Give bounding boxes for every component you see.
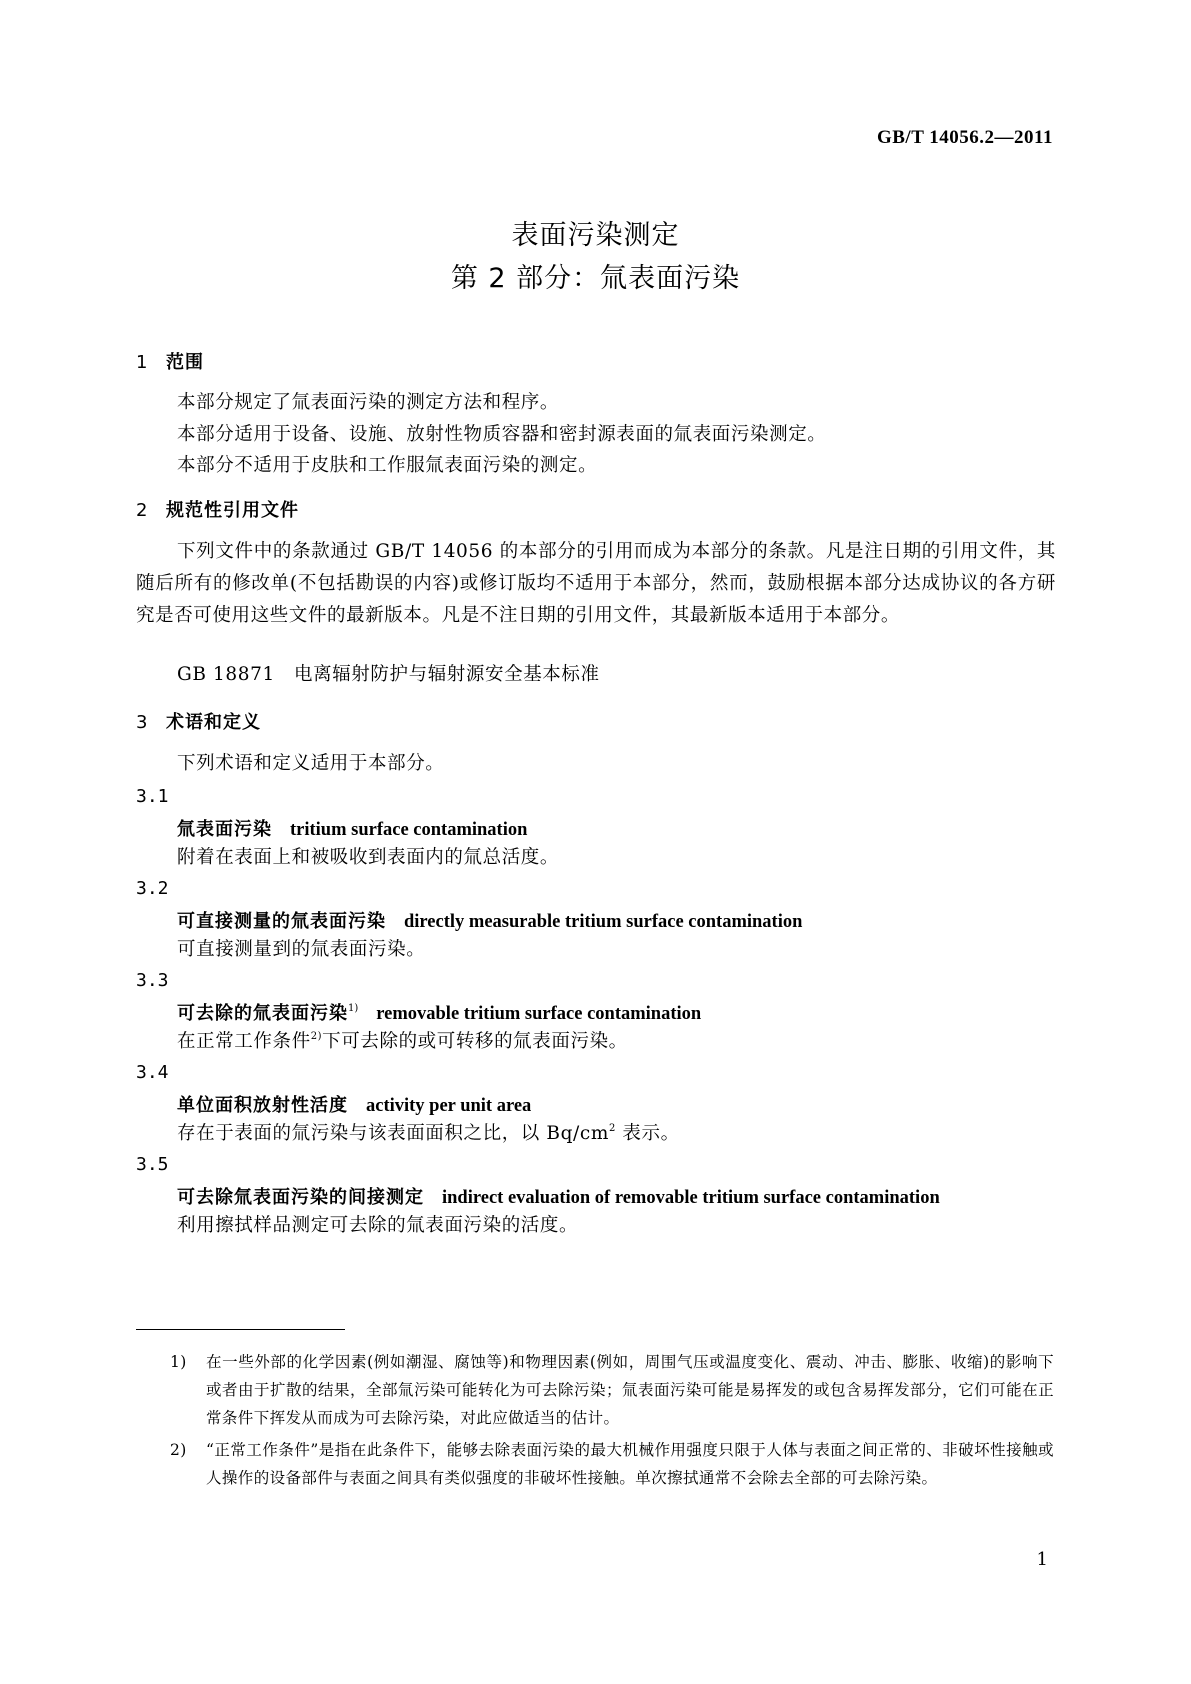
term-definition bbox=[177, 1121, 680, 1147]
footnote-1 bbox=[170, 1348, 1054, 1432]
term-heading bbox=[177, 999, 701, 1025]
section-2-body: 下列文件中的条款通过 GB/T 14056 的本部分的引用而成为本部分的条款。凡是注日期的引用文件，其随后所有的修改单(不包括勘误的内容)或修订版均不适用于本部分，然而，鼓励根据本部分达成协议的各方研究是否可使用这些文件的最新版本。凡是不注日期的引用文件，其最新版本适用于本部分。 bbox=[136, 541, 1056, 626]
term-heading bbox=[177, 907, 802, 933]
footnote-mark: 2) bbox=[170, 1441, 187, 1459]
footnote-mark: 1) bbox=[170, 1353, 187, 1371]
term-en: directly measurable tritium surface contamination bbox=[404, 912, 803, 932]
paragraph: 本部分规定了氚表面污染的测定方法和程序。 bbox=[177, 392, 560, 413]
term-heading bbox=[177, 815, 527, 841]
footnote-2 bbox=[170, 1436, 1054, 1492]
section-number: 2 bbox=[136, 500, 149, 521]
term-definition: 利用擦拭样品测定可去除的氚表面污染的活度。 bbox=[177, 1215, 579, 1236]
term-number: 3.4 bbox=[136, 1062, 169, 1083]
term-zh: 可去除氚表面污染的间接测定 bbox=[177, 1187, 424, 1208]
footnote-ref: 1) bbox=[348, 1003, 359, 1014]
term-en: tritium surface contamination bbox=[290, 820, 528, 840]
section-3-heading bbox=[136, 708, 261, 734]
term-number: 3.5 bbox=[136, 1154, 169, 1175]
section-3-intro: 下列术语和定义适用于本部分。 bbox=[177, 753, 445, 774]
definition-text: 存在于表面的氚污染与该表面面积之比，以 Bq/cm bbox=[177, 1123, 609, 1144]
term-number: 3.3 bbox=[136, 970, 169, 991]
footnote-text: 在一些外部的化学因素(例如潮湿、腐蚀等)和物理因素(例如，周围气压或温度变化、震动、冲击、膨胀、收缩)的影响下或者由于扩散的结果，全部氚污染可能转化为可去除污染；氚表面污染可能是易挥发的或包含易挥发部分，它们可能在正常条件下挥发从而成为可去除污染，对此应做适当的估计。 bbox=[206, 1353, 1054, 1427]
paragraph: 本部分不适用于皮肤和工作服氚表面污染的测定。 bbox=[177, 455, 598, 476]
footnote-text: “正常工作条件”是指在此条件下，能够去除表面污染的最大机械作用强度只限于人体与表面之间正常的、非破坏性接触或人操作的设备部件与表面之间具有类似强度的非破坏性接触。单次擦拭通常不会除去全部的可去除污染。 bbox=[206, 1441, 1054, 1487]
term-definition bbox=[177, 1029, 628, 1055]
title-line-1: 表面污染测定 bbox=[511, 220, 680, 251]
definition-text: 下可去除的或可转移的氚表面污染。 bbox=[322, 1031, 628, 1052]
section-number: 3 bbox=[136, 712, 149, 733]
term-heading bbox=[177, 1183, 940, 1209]
term-definition: 可直接测量到的氚表面污染。 bbox=[177, 939, 426, 960]
standard-code: GB/T 14056.2—2011 bbox=[876, 127, 1053, 148]
section-2-heading bbox=[136, 496, 299, 522]
footnote-divider bbox=[136, 1329, 345, 1330]
normative-reference: GB 18871 电离辐射防护与辐射源安全基本标准 bbox=[177, 664, 600, 685]
section-1-heading bbox=[136, 348, 204, 374]
section-title: 术语和定义 bbox=[166, 712, 261, 733]
paragraph: 本部分适用于设备、设施、放射性物质容器和密封源表面的氚表面污染测定。 bbox=[177, 424, 827, 445]
footnote-ref: 2) bbox=[310, 1031, 323, 1042]
term-en: indirect evaluation of removable tritium surface contamination bbox=[442, 1188, 940, 1208]
section-title: 范围 bbox=[166, 352, 204, 373]
title-line-2: 第 2 部分：氚表面污染 bbox=[450, 263, 741, 294]
term-en: removable tritium surface contamination bbox=[376, 1004, 702, 1024]
section-number: 1 bbox=[136, 352, 149, 373]
term-number: 3.1 bbox=[136, 786, 169, 807]
definition-text: 表示。 bbox=[615, 1123, 680, 1144]
term-zh: 可去除的氚表面污染 bbox=[177, 1003, 348, 1024]
term-definition: 附着在表面上和被吸收到表面内的氚总活度。 bbox=[177, 847, 560, 868]
page-number: 1 bbox=[1036, 1549, 1048, 1570]
term-zh: 可直接测量的氚表面污染 bbox=[177, 911, 386, 932]
section-title: 规范性引用文件 bbox=[166, 500, 299, 521]
term-zh: 氚表面污染 bbox=[177, 819, 272, 840]
superscript: 2 bbox=[608, 1123, 616, 1134]
term-number: 3.2 bbox=[136, 878, 169, 899]
term-en: activity per unit area bbox=[366, 1096, 532, 1116]
term-zh: 单位面积放射性活度 bbox=[177, 1095, 348, 1116]
term-heading bbox=[177, 1091, 531, 1117]
definition-text: 在正常工作条件 bbox=[177, 1031, 311, 1052]
